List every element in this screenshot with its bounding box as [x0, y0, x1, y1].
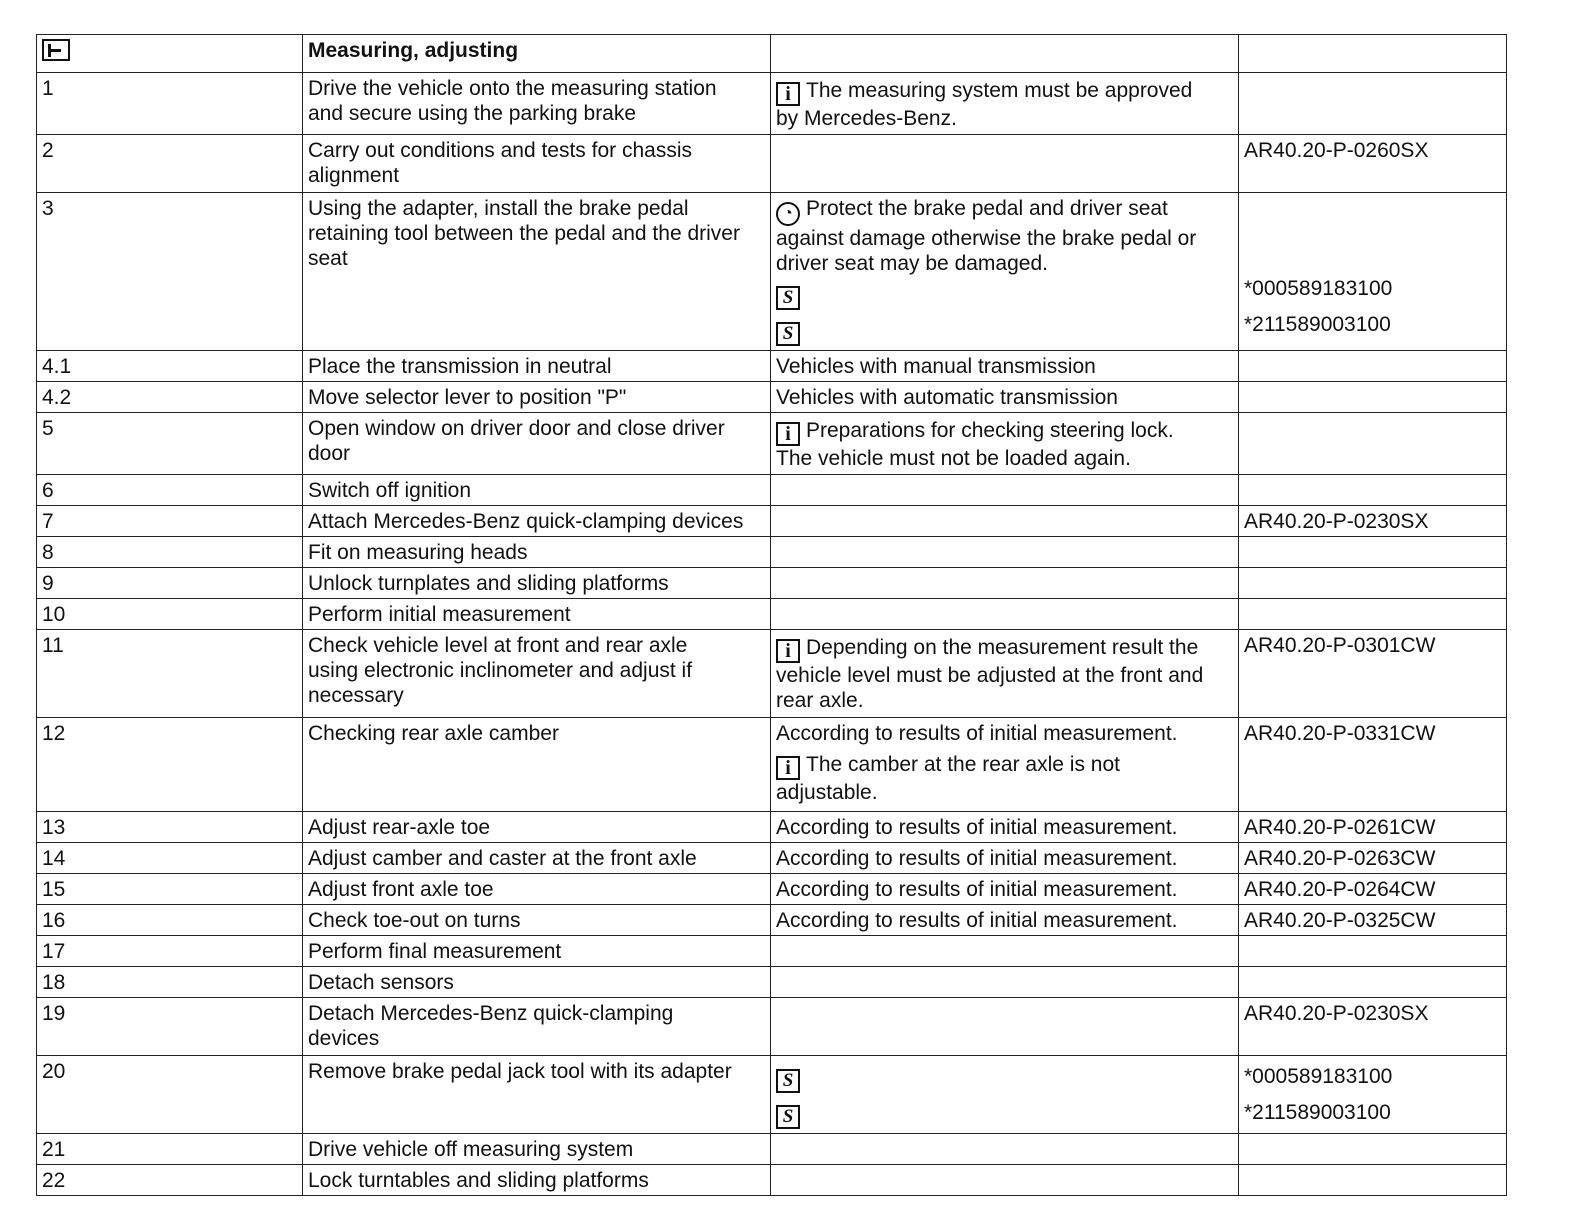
step-reference: [1239, 812, 1507, 843]
step-number: 17: [37, 936, 303, 967]
step-reference: [1239, 506, 1507, 537]
step-note: [771, 599, 1239, 630]
note-text: Preparations for checking steering lock.: [806, 419, 1174, 442]
step-note: [771, 351, 1239, 382]
table-row: [37, 537, 1507, 568]
action-line: door: [308, 442, 351, 465]
step-number: 2: [37, 135, 303, 193]
step-number: 12: [37, 718, 303, 812]
step-reference: [1239, 193, 1507, 351]
step-note: [771, 1056, 1239, 1134]
tool-number[interactable]: *211589003100: [1244, 1101, 1391, 1124]
step-note: [771, 1165, 1239, 1196]
step-action: [303, 599, 771, 630]
special-tool-icon: S: [776, 322, 800, 346]
note-line: According to results of initial measurement.: [776, 847, 1178, 870]
note-line: adjustable.: [776, 781, 878, 804]
action-line: Using the adapter, install the brake pedal: [308, 197, 689, 220]
step-action: [303, 382, 771, 413]
reference-code[interactable]: AR40.20-P-0301CW: [1244, 634, 1436, 657]
table-row: [37, 599, 1507, 630]
special-tool-icon: S: [776, 286, 800, 310]
step-number: 6: [37, 475, 303, 506]
action-line: Detach Mercedes-Benz quick-clamping: [308, 1002, 674, 1025]
action-line: Drive vehicle off measuring system: [308, 1138, 634, 1161]
step-reference: [1239, 413, 1507, 475]
table-row: [37, 874, 1507, 905]
note-line: Vehicles with manual transmission: [776, 355, 1096, 378]
step-number: 18: [37, 967, 303, 998]
table-row: [37, 475, 1507, 506]
step-note: [771, 413, 1239, 475]
step-action: [303, 135, 771, 193]
note-line: According to results of initial measurement.: [776, 722, 1178, 745]
step-number: 3: [37, 193, 303, 351]
action-line: Place the transmission in neutral: [308, 355, 612, 378]
step-reference: [1239, 135, 1507, 193]
table-row: [37, 967, 1507, 998]
step-note: [771, 1134, 1239, 1165]
tool-number[interactable]: *000589183100: [1244, 277, 1393, 300]
note-line: The vehicle must not be loaded again.: [776, 447, 1131, 470]
header-empty-cell: [771, 35, 1239, 73]
step-action: [303, 351, 771, 382]
note-line: rear axle.: [776, 689, 864, 712]
table-row: [37, 568, 1507, 599]
step-number: 13: [37, 812, 303, 843]
action-line: using electronic inclinometer and adjust if: [308, 659, 693, 682]
step-note: [771, 812, 1239, 843]
action-line: Perform final measurement: [308, 940, 562, 963]
info-icon: i: [776, 82, 800, 106]
action-line: Adjust camber and caster at the front axle: [308, 847, 697, 870]
special-tool-icon: S: [776, 1105, 800, 1129]
table-row: [37, 382, 1507, 413]
special-tool-icon: S: [776, 1069, 800, 1093]
action-line: Move selector lever to position "P": [308, 386, 627, 409]
action-line: Drive the vehicle onto the measuring station: [308, 77, 717, 100]
step-number: 1: [37, 73, 303, 135]
step-note: [771, 193, 1239, 351]
step-action: [303, 630, 771, 718]
reference-code[interactable]: AR40.20-P-0264CW: [1244, 878, 1436, 901]
step-number: 16: [37, 905, 303, 936]
reference-code[interactable]: AR40.20-P-0261CW: [1244, 816, 1436, 839]
action-line: Adjust front axle toe: [308, 878, 494, 901]
tool-row: [776, 1095, 1234, 1131]
header-row: [37, 35, 1507, 73]
step-number: 8: [37, 537, 303, 568]
step-note: [771, 843, 1239, 874]
reference-code[interactable]: AR40.20-P-0260SX: [1244, 139, 1429, 162]
note-line: Vehicles with automatic transmission: [776, 386, 1118, 409]
step-number: 14: [37, 843, 303, 874]
table-row: [37, 1165, 1507, 1196]
table-row: [37, 413, 1507, 475]
note-text: Protect the brake pedal and driver seat: [806, 197, 1168, 220]
step-note: [771, 73, 1239, 135]
note-text: The camber at the rear axle is not: [806, 753, 1120, 776]
note-line: vehicle level must be adjusted at the front and: [776, 664, 1204, 687]
step-action: [303, 413, 771, 475]
step-action: [303, 998, 771, 1056]
step-note: [771, 967, 1239, 998]
step-reference: [1239, 630, 1507, 718]
wrench-box-icon: [42, 39, 70, 61]
step-number: 22: [37, 1165, 303, 1196]
reference-code[interactable]: AR40.20-P-0325CW: [1244, 909, 1436, 932]
tool-row: [776, 276, 1234, 312]
step-action: [303, 967, 771, 998]
step-note: [771, 998, 1239, 1056]
info-icon: i: [776, 756, 800, 780]
note-line: According to results of initial measurement.: [776, 816, 1178, 839]
action-line: and secure using the parking brake: [308, 102, 637, 125]
step-note: [771, 874, 1239, 905]
action-line: seat: [308, 247, 348, 270]
step-action: [303, 843, 771, 874]
table-row: [37, 718, 1507, 812]
step-reference: [1239, 843, 1507, 874]
header-empty-cell: [1239, 35, 1507, 73]
step-reference: [1239, 936, 1507, 967]
action-line: Checking rear axle camber: [308, 722, 559, 745]
tool-number[interactable]: *211589003100: [1244, 313, 1391, 336]
procedure-table-body: [37, 35, 1507, 1196]
table-row: [37, 135, 1507, 193]
note-text: Depending on the measurement result the: [806, 636, 1199, 659]
step-action: [303, 506, 771, 537]
step-reference: [1239, 1134, 1507, 1165]
note-line: According to results of initial measurement.: [776, 878, 1178, 901]
step-reference: [1239, 998, 1507, 1056]
step-action: [303, 1165, 771, 1196]
step-reference: [1239, 537, 1507, 568]
step-note: [771, 537, 1239, 568]
table-row: [37, 73, 1507, 135]
step-note: [771, 905, 1239, 936]
step-note: [771, 936, 1239, 967]
step-note: [771, 475, 1239, 506]
step-number: 7: [37, 506, 303, 537]
procedure-table: [36, 34, 1507, 1196]
step-action: [303, 936, 771, 967]
step-action: [303, 718, 771, 812]
action-line: Perform initial measurement: [308, 603, 571, 626]
step-note: [771, 630, 1239, 718]
step-action: [303, 475, 771, 506]
action-line: Switch off ignition: [308, 479, 472, 502]
note-line: [776, 78, 1234, 106]
warning-icon: ◔: [776, 202, 800, 226]
step-note: [771, 506, 1239, 537]
action-line: retaining tool between the pedal and the driver: [308, 222, 740, 245]
step-reference: [1239, 73, 1507, 135]
action-line: Detach sensors: [308, 971, 454, 994]
tool-number[interactable]: *000589183100: [1244, 1065, 1393, 1088]
note-text: The measuring system must be approved: [806, 79, 1193, 102]
table-row: [37, 1056, 1507, 1134]
step-action: [303, 1056, 771, 1134]
step-action: [303, 73, 771, 135]
step-number: 11: [37, 630, 303, 718]
step-reference: [1239, 1165, 1507, 1196]
reference-code[interactable]: AR40.20-P-0230SX: [1244, 510, 1429, 533]
step-reference: [1239, 718, 1507, 812]
step-reference: [1239, 967, 1507, 998]
table-row: [37, 998, 1507, 1056]
reference-code[interactable]: AR40.20-P-0263CW: [1244, 847, 1436, 870]
tool-row: [776, 1059, 1234, 1095]
action-line: devices: [308, 1027, 380, 1050]
step-number: 4.1: [37, 351, 303, 382]
step-number: 5: [37, 413, 303, 475]
step-action: [303, 193, 771, 351]
section-title: Measuring, adjusting: [303, 35, 771, 73]
action-line: Carry out conditions and tests for chassis: [308, 139, 693, 162]
step-reference: [1239, 599, 1507, 630]
note-line: [776, 196, 1234, 226]
step-reference: [1239, 874, 1507, 905]
step-action: [303, 905, 771, 936]
info-icon: i: [776, 422, 800, 446]
step-action: [303, 568, 771, 599]
step-note: [771, 568, 1239, 599]
note-line: [776, 418, 1234, 446]
reference-code[interactable]: AR40.20-P-0230SX: [1244, 1002, 1429, 1025]
header-icon-cell: [37, 35, 303, 73]
step-reference: [1239, 351, 1507, 382]
table-row: [37, 905, 1507, 936]
step-reference: [1239, 475, 1507, 506]
note-line: [776, 635, 1234, 663]
note-line: According to results of initial measurement.: [776, 909, 1178, 932]
step-reference: [1239, 382, 1507, 413]
action-line: Check vehicle level at front and rear axle: [308, 634, 688, 657]
table-row: [37, 936, 1507, 967]
step-action: [303, 1134, 771, 1165]
action-line: Lock turntables and sliding platforms: [308, 1169, 649, 1192]
action-line: Attach Mercedes-Benz quick-clamping devices: [308, 510, 744, 533]
step-number: 4.2: [37, 382, 303, 413]
step-number: 10: [37, 599, 303, 630]
step-note: [771, 135, 1239, 193]
table-row: [37, 506, 1507, 537]
table-row: [37, 1134, 1507, 1165]
spacer: [1244, 196, 1502, 271]
table-row: [37, 843, 1507, 874]
action-line: Open window on driver door and close driver: [308, 417, 725, 440]
step-reference: [1239, 905, 1507, 936]
step-reference: [1239, 1056, 1507, 1134]
table-row: [37, 351, 1507, 382]
step-number: 9: [37, 568, 303, 599]
note-line: against damage otherwise the brake pedal or: [776, 227, 1197, 250]
action-line: Unlock turnplates and sliding platforms: [308, 572, 669, 595]
action-line: Check toe-out on turns: [308, 909, 521, 932]
step-action: [303, 537, 771, 568]
step-note: [771, 382, 1239, 413]
table-row: [37, 630, 1507, 718]
action-line: Fit on measuring heads: [308, 541, 528, 564]
note-line: by Mercedes-Benz.: [776, 107, 957, 130]
step-number: 21: [37, 1134, 303, 1165]
info-icon: i: [776, 639, 800, 663]
tool-row: [776, 312, 1234, 348]
step-reference: [1239, 568, 1507, 599]
table-row: [37, 193, 1507, 351]
action-line: Adjust rear-axle toe: [308, 816, 491, 839]
step-action: [303, 812, 771, 843]
step-number: 15: [37, 874, 303, 905]
action-line: necessary: [308, 684, 404, 707]
step-note: [771, 718, 1239, 812]
action-line: Remove brake pedal jack tool with its adapter: [308, 1060, 732, 1083]
step-number: 20: [37, 1056, 303, 1134]
note-line: driver seat may be damaged.: [776, 252, 1048, 275]
action-line: alignment: [308, 164, 400, 187]
note-line: [776, 752, 1234, 780]
step-action: [303, 874, 771, 905]
table-row: [37, 812, 1507, 843]
reference-code[interactable]: AR40.20-P-0331CW: [1244, 722, 1436, 745]
step-number: 19: [37, 998, 303, 1056]
